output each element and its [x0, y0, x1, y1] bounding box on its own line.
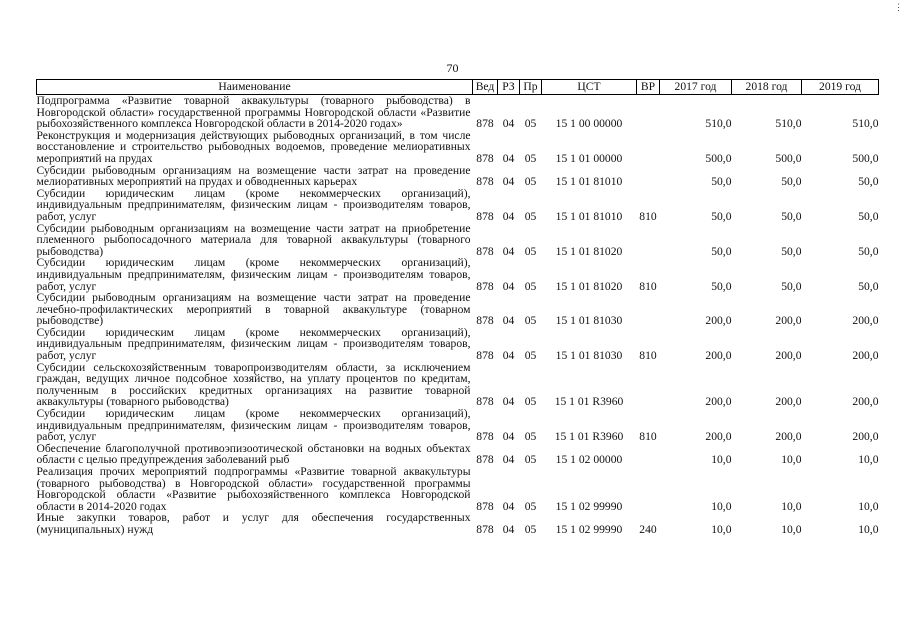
- row-cst: 15 1 02 00000: [555, 453, 623, 467]
- row-pr: 05: [524, 349, 537, 363]
- table-row: [37, 327, 879, 362]
- row-name: Субсидии юридическим лицам (кроме некоммерческих организаций), индивидуальным предпринимателям, физическим лицам - производителям товаров, работ, услуг: [36, 325, 471, 363]
- table-row: [37, 165, 879, 188]
- page-number: 70: [446, 61, 459, 75]
- column-header-2018: 2018 год: [732, 80, 802, 95]
- row-2017: 50,0: [711, 175, 732, 189]
- table-row: [37, 466, 879, 512]
- row-cst: 15 1 01 81010: [555, 175, 623, 189]
- row-cst: 15 1 01 00000: [555, 151, 623, 165]
- row-rz: 04: [502, 522, 515, 536]
- scroll-dots-icon: ⋮: [894, 2, 903, 12]
- row-2017: 200,0: [705, 349, 732, 363]
- row-2019: 10,0: [858, 522, 879, 536]
- row-vr: 810: [639, 430, 657, 444]
- row-2018: 200,0: [775, 395, 802, 409]
- row-ved: 878: [476, 314, 494, 328]
- row-2018: 510,0: [775, 117, 802, 131]
- row-2017: 50,0: [711, 279, 732, 293]
- row-vr: 240: [639, 522, 657, 536]
- row-name: Реконструкция и модернизация действующих рыбоводных организаций, в том числе восстановление и строительство рыбоводных водоемов, проведение мелиоративных мероприятий на прудах: [36, 128, 471, 165]
- table-body: [37, 95, 879, 536]
- row-2019: 200,0: [852, 314, 879, 328]
- row-pr: 05: [524, 279, 537, 293]
- row-rz: 04: [502, 499, 515, 513]
- row-name: Обеспечение благополучной противоэпизоотической обстановки на водных объектах области с целью предупреждения заболеваний рыб: [36, 441, 471, 467]
- row-ved: 878: [476, 453, 494, 467]
- row-2017: 200,0: [705, 314, 732, 328]
- row-2019: 200,0: [852, 430, 879, 444]
- column-header-name: Наименование: [37, 80, 473, 95]
- row-ved: 878: [476, 522, 494, 536]
- row-name: Субсидии юридическим лицам (кроме некоммерческих организаций), индивидуальным предпринимателям, физическим лицам - производителям товаров, работ, услуг: [36, 186, 471, 223]
- row-2019: 10,0: [858, 453, 879, 467]
- row-2018: 50,0: [781, 279, 802, 293]
- row-vr: [637, 362, 660, 408]
- row-name: Иные закупки товаров, работ и услуг для обеспечения государственных (муниципальных) нужд: [36, 511, 471, 536]
- table-row: [37, 257, 879, 292]
- row-name: Субсидии юридическим лицам (кроме некоммерческих организаций), индивидуальным предпринимателям, физическим лицам - производителям товаров, работ, услуг: [36, 407, 471, 444]
- row-2018: 200,0: [775, 430, 802, 444]
- row-2019: 500,0: [852, 151, 879, 165]
- row-2017: 500,0: [705, 151, 732, 165]
- row-2017: 50,0: [711, 209, 732, 223]
- row-2018: 50,0: [781, 209, 802, 223]
- row-2019: 50,0: [858, 209, 879, 223]
- row-rz: 04: [502, 209, 515, 223]
- row-rz: 04: [502, 395, 515, 409]
- row-cst: 15 1 02 99990: [555, 499, 623, 513]
- row-rz: 04: [502, 244, 515, 258]
- row-vr: [637, 165, 660, 188]
- row-ved: 878: [476, 209, 494, 223]
- row-name: Субсидии рыбоводным организациям на возмещение части затрат на приобретение племенного рыбопосадочного материала для товарной аквакультуры (товарного рыбоводства): [36, 221, 471, 258]
- row-pr: 05: [524, 117, 537, 131]
- header-row: [37, 80, 879, 95]
- row-rz: 04: [502, 279, 515, 293]
- budget-table: [36, 79, 879, 536]
- row-ved: 878: [476, 175, 494, 189]
- row-2019: 200,0: [852, 395, 879, 409]
- row-pr: 05: [524, 314, 537, 328]
- row-cst: 15 1 01 81030: [555, 314, 623, 328]
- row-ved: 878: [476, 349, 494, 363]
- column-header-cst: ЦСТ: [542, 80, 637, 95]
- row-2017: 10,0: [711, 522, 732, 536]
- row-name: Субсидии рыбоводным организациям на возмещение части затрат на проведение лечебно-профилактических мероприятий в товарной аквакультуре (товарном рыбоводстве): [36, 291, 471, 328]
- table-row: [37, 95, 879, 130]
- column-header-2019: 2019 год: [802, 80, 879, 95]
- row-2017: 10,0: [711, 453, 732, 467]
- row-pr: 05: [524, 453, 537, 467]
- row-cst: 15 1 01 81020: [555, 244, 623, 258]
- column-header-pr: Пр: [520, 80, 542, 95]
- table-row: [37, 362, 879, 408]
- row-2017: 200,0: [705, 430, 732, 444]
- row-rz: 04: [502, 117, 515, 131]
- row-pr: 05: [524, 430, 537, 444]
- column-header-2017: 2017 год: [660, 80, 732, 95]
- row-rz: 04: [502, 314, 515, 328]
- row-vr: [637, 466, 660, 512]
- row-pr: 05: [524, 395, 537, 409]
- row-rz: 04: [502, 151, 515, 165]
- row-2019: 50,0: [858, 279, 879, 293]
- row-name: Субсидии юридическим лицам (кроме некоммерческих организаций), индивидуальным предпринимателям, физическим лицам - производителям товаров, работ, услуг: [36, 256, 471, 293]
- row-2019: 200,0: [852, 349, 879, 363]
- row-2018: 200,0: [775, 349, 802, 363]
- row-name: Подпрограмма «Развитие товарной аквакультуры (товарного рыбоводства) в Новгородской области» государственной программы Новгородской области «Развитие рыбохозяйственного комплекса Новгородской области в 2014-2020 годах»: [36, 94, 471, 131]
- table-row: [37, 223, 879, 258]
- table-row: [37, 130, 879, 165]
- row-2017: 50,0: [711, 244, 732, 258]
- row-cst: 15 1 01 81020: [555, 279, 623, 293]
- budget-table-container: [36, 79, 878, 536]
- table-row: [37, 443, 879, 466]
- row-2018: 200,0: [775, 314, 802, 328]
- row-cst: 15 1 01 R3960: [554, 430, 624, 444]
- row-2019: 50,0: [858, 175, 879, 189]
- row-cst: 15 1 01 81010: [555, 209, 623, 223]
- row-2017: 200,0: [705, 395, 732, 409]
- row-rz: 04: [502, 175, 515, 189]
- row-2018: 50,0: [781, 175, 802, 189]
- row-2017: 510,0: [705, 117, 732, 131]
- table-row: [37, 512, 879, 535]
- table-row: [37, 188, 879, 223]
- row-name: Реализация прочих мероприятий подпрограммы «Развитие товарной аквакультуры (товарного рыбоводства) в Новгородской области» государственной программы Новгородской области «Развитие рыбохозяйственного комплекса Новгородской области в 2014-2020 годах: [36, 465, 471, 513]
- row-rz: 04: [502, 349, 515, 363]
- row-2018: 10,0: [781, 453, 802, 467]
- row-pr: 05: [524, 175, 537, 189]
- row-pr: 05: [524, 209, 537, 223]
- row-vr: [637, 443, 660, 466]
- row-ved: 878: [476, 151, 494, 165]
- row-vr: 810: [639, 279, 657, 293]
- row-rz: 04: [502, 453, 515, 467]
- row-ved: 878: [476, 499, 494, 513]
- row-ved: 878: [476, 395, 494, 409]
- row-2019: 50,0: [858, 244, 879, 258]
- row-pr: 05: [524, 522, 537, 536]
- table-header: [37, 80, 879, 95]
- row-pr: 05: [524, 244, 537, 258]
- row-2018: 500,0: [775, 151, 802, 165]
- row-2019: 10,0: [858, 499, 879, 513]
- row-vr: 810: [639, 349, 657, 363]
- row-cst: 15 1 01 81030: [555, 349, 623, 363]
- row-vr: 810: [639, 209, 657, 223]
- column-header-ved: Вед: [473, 80, 498, 95]
- row-ved: 878: [476, 279, 494, 293]
- row-vr: [637, 223, 660, 258]
- column-header-vr: ВР: [637, 80, 660, 95]
- row-rz: 04: [502, 430, 515, 444]
- row-ved: 878: [476, 117, 494, 131]
- row-2019: 510,0: [852, 117, 879, 131]
- row-2018: 10,0: [781, 522, 802, 536]
- row-cst: 15 1 01 R3960: [554, 395, 624, 409]
- row-2018: 10,0: [781, 499, 802, 513]
- column-header-rz: РЗ: [498, 80, 520, 95]
- row-cst: 15 1 00 00000: [555, 117, 623, 131]
- row-vr: [637, 292, 660, 327]
- row-ved: 878: [476, 244, 494, 258]
- row-cst: 15 1 02 99990: [555, 522, 623, 536]
- row-pr: 05: [524, 151, 537, 165]
- row-name: Субсидии сельскохозяйственным товаропроизводителям области, за исключением граждан, ведущих личное подсобное хозяйство, на уплату процентов по кредитам, полученным в российских кредитных организациях на развитие товарной аквакультуры (товарного рыбоводства): [36, 360, 471, 409]
- row-vr: [637, 130, 660, 165]
- table-row: [37, 408, 879, 443]
- table-row: [37, 292, 879, 327]
- row-ved: 878: [476, 430, 494, 444]
- row-pr: 05: [524, 499, 537, 513]
- row-name: Субсидии рыбоводным организациям на возмещение части затрат на проведение мелиоративных мероприятий на прудах и обводненных карьерах: [36, 163, 471, 189]
- row-2017: 10,0: [711, 499, 732, 513]
- row-vr: [637, 95, 660, 130]
- row-2018: 50,0: [781, 244, 802, 258]
